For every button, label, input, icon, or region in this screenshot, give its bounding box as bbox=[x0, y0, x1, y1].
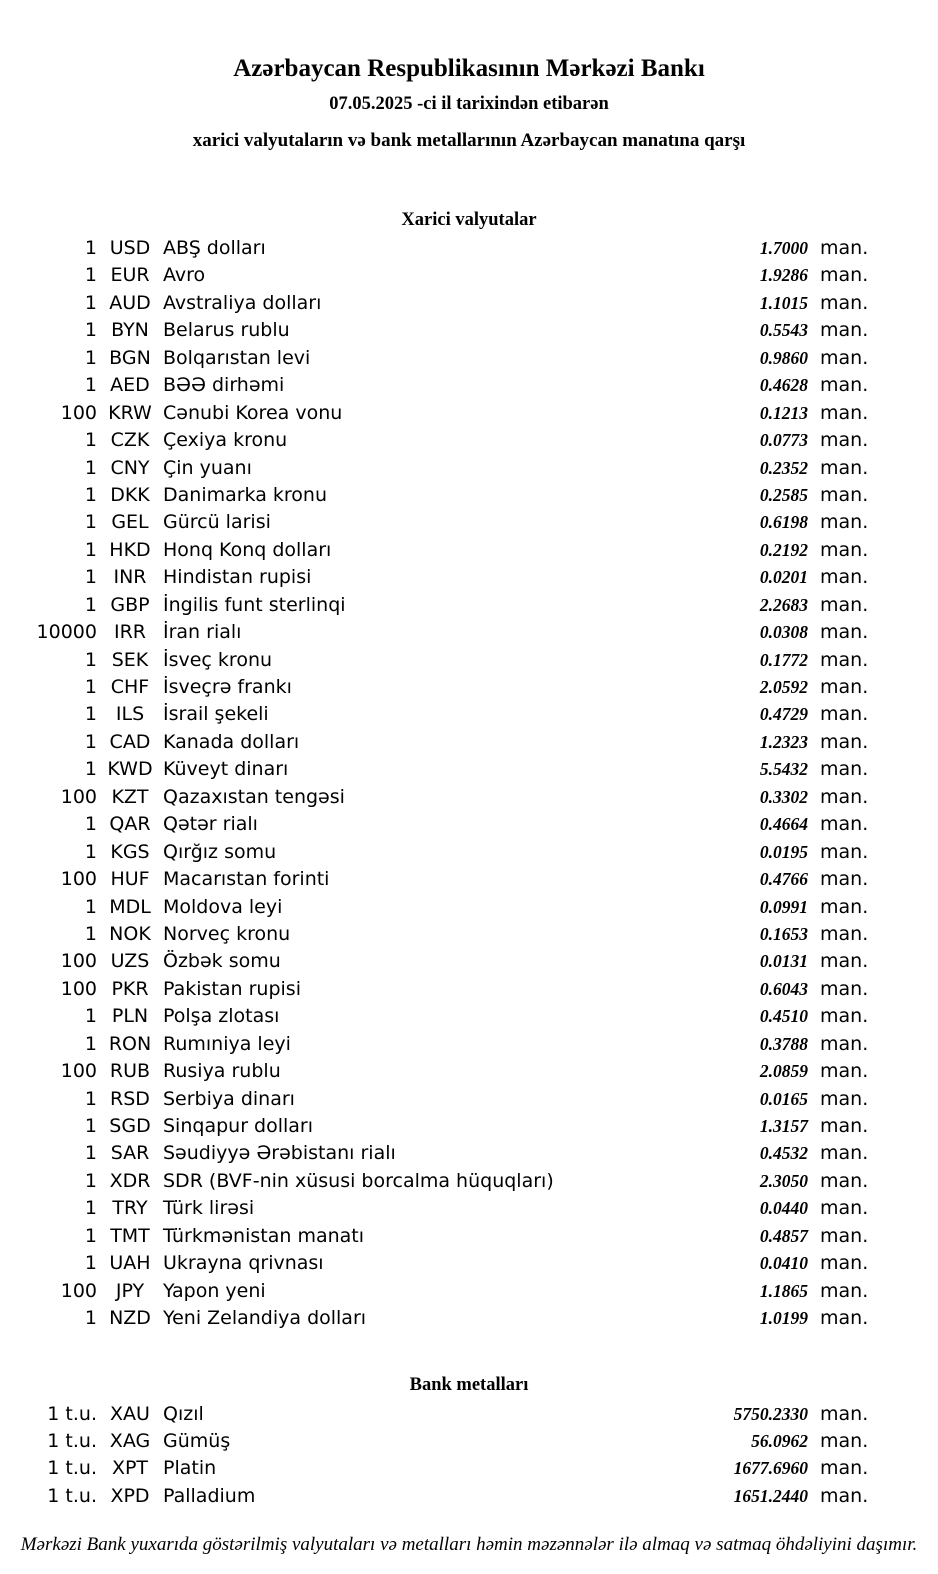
metal-code: XPT bbox=[111, 1457, 149, 1480]
currency-code: NOK bbox=[109, 922, 151, 945]
currency-row bbox=[0, 345, 938, 372]
currency-quantity: 100 bbox=[60, 785, 97, 808]
currency-name: Honq Konq dolları bbox=[163, 538, 332, 561]
metal-rate: 56.0962 bbox=[751, 1430, 808, 1451]
metal-rate: 1651.2440 bbox=[733, 1485, 808, 1506]
currency-rate: 0.0201 bbox=[759, 567, 808, 588]
currency-row bbox=[0, 729, 938, 756]
currency-rate: 0.0773 bbox=[759, 430, 808, 451]
manat-unit-label: man. bbox=[820, 1307, 869, 1330]
currency-quantity: 1 bbox=[84, 1115, 97, 1137]
currency-quantity: 1 bbox=[84, 813, 97, 836]
currency-rate: 0.1213 bbox=[759, 402, 808, 423]
currency-quantity: 1 bbox=[84, 511, 97, 534]
manat-unit-label: man. bbox=[820, 1115, 869, 1137]
metal-rate: 5750.2330 bbox=[733, 1403, 808, 1424]
currency-quantity: 1 bbox=[84, 264, 97, 287]
currency-rate: 0.5543 bbox=[759, 320, 808, 341]
currency-name: Ukrayna qrivnası bbox=[163, 1252, 324, 1275]
currency-quantity: 1 bbox=[84, 1087, 97, 1110]
currency-rate: 0.2192 bbox=[759, 539, 808, 560]
currency-quantity: 1 bbox=[84, 895, 97, 918]
currency-rate: 0.2352 bbox=[759, 457, 808, 478]
manat-unit-label: man. bbox=[820, 511, 869, 534]
currency-name: Rumıniya leyi bbox=[163, 1032, 291, 1055]
currency-code: UZS bbox=[110, 950, 150, 973]
currency-name: Hindistan rupisi bbox=[163, 566, 312, 589]
manat-unit-label: man. bbox=[820, 950, 869, 973]
currency-row bbox=[0, 1305, 938, 1332]
currency-name: Gürcü larisi bbox=[163, 511, 271, 534]
manat-unit-label: man. bbox=[820, 538, 869, 561]
currency-quantity: 1 bbox=[84, 922, 97, 945]
metal-name: Palladium bbox=[163, 1484, 256, 1507]
manat-unit-label: man. bbox=[820, 1197, 869, 1220]
manat-unit-label: man. bbox=[820, 1142, 869, 1165]
currency-rate: 0.1653 bbox=[759, 923, 808, 944]
currency-code: SGD bbox=[109, 1115, 151, 1137]
manat-unit-label: man. bbox=[820, 319, 869, 342]
currency-rate: 2.2683 bbox=[759, 594, 808, 615]
metals-table bbox=[0, 1401, 938, 1511]
currency-name: Qırğız somu bbox=[163, 840, 277, 863]
metal-code: XPD bbox=[110, 1484, 150, 1507]
manat-unit-label: man. bbox=[820, 868, 869, 891]
currency-rate: 0.9860 bbox=[759, 347, 808, 368]
currency-quantity: 1 bbox=[84, 593, 97, 616]
currency-rate: 0.0308 bbox=[759, 622, 808, 643]
currency-rate: 1.1865 bbox=[759, 1280, 808, 1301]
manat-unit-label: man. bbox=[820, 813, 869, 836]
currency-quantity: 100 bbox=[60, 1279, 97, 1302]
currency-name: Avro bbox=[163, 264, 206, 287]
currency-rate: 1.9286 bbox=[759, 265, 808, 286]
manat-unit-label: man. bbox=[820, 1457, 869, 1480]
currency-quantity: 1 bbox=[84, 1169, 97, 1192]
currency-quantity: 1 bbox=[84, 1307, 97, 1330]
currency-code: GEL bbox=[111, 511, 149, 534]
currency-quantity: 100 bbox=[60, 401, 97, 424]
currency-rate: 0.0165 bbox=[759, 1088, 808, 1109]
manat-unit-label: man. bbox=[820, 1032, 869, 1055]
currency-name: Rusiya rublu bbox=[163, 1060, 281, 1083]
currency-code: UAH bbox=[109, 1252, 151, 1275]
currency-name: Moldova leyi bbox=[163, 895, 283, 918]
currency-code: KZT bbox=[111, 785, 149, 808]
currency-name: Türk lirəsi bbox=[163, 1197, 255, 1220]
currency-quantity: 1 bbox=[84, 483, 97, 506]
manat-unit-label: man. bbox=[820, 785, 869, 808]
currency-code: ILS bbox=[115, 703, 145, 726]
metals-section-title: Bank metalları bbox=[409, 1374, 529, 1395]
metal-row bbox=[0, 1483, 938, 1510]
currency-name: İran rialı bbox=[163, 621, 242, 644]
currency-quantity: 1 bbox=[84, 648, 97, 671]
currency-name: Çin yuanı bbox=[163, 456, 252, 479]
currency-row bbox=[0, 921, 938, 948]
currency-name: İngilis funt sterlinqi bbox=[163, 593, 346, 616]
currencies-section-title: Xarici valyutalar bbox=[401, 210, 537, 230]
currency-row bbox=[0, 592, 938, 619]
manat-unit-label: man. bbox=[820, 895, 869, 918]
currency-code: PLN bbox=[111, 1005, 149, 1028]
currency-code: GBP bbox=[110, 593, 150, 616]
currency-rate: 0.0131 bbox=[759, 951, 808, 972]
currency-quantity: 1 bbox=[84, 1197, 97, 1220]
metal-name: Platin bbox=[163, 1457, 217, 1480]
manat-unit-label: man. bbox=[820, 1169, 869, 1192]
manat-unit-label: man. bbox=[820, 483, 869, 506]
manat-unit-label: man. bbox=[820, 456, 869, 479]
currency-code: AUD bbox=[109, 291, 151, 314]
effective-date-line: 07.05.2025 -ci il tarixindən etibarən bbox=[329, 94, 609, 114]
manat-unit-label: man. bbox=[820, 703, 869, 726]
manat-unit-label: man. bbox=[820, 1060, 869, 1083]
currency-rate: 0.4857 bbox=[759, 1225, 808, 1246]
currency-code: SEK bbox=[111, 648, 149, 671]
currency-rate: 0.0440 bbox=[759, 1198, 808, 1219]
currency-quantity: 1 bbox=[84, 703, 97, 726]
bank-title: Azərbaycan Respublikasının Mərkəzi Bankı bbox=[233, 55, 705, 82]
currency-code: PKR bbox=[111, 977, 149, 1000]
currency-quantity: 1 bbox=[84, 1032, 97, 1055]
currency-name: ABŞ dolları bbox=[163, 237, 266, 259]
metal-row bbox=[0, 1401, 938, 1428]
currency-quantity: 1 bbox=[84, 1005, 97, 1028]
bulletin-subtitle: xarici valyutaların və bank metallarının Azərbaycan manatına qarşı bbox=[192, 130, 746, 151]
currency-row bbox=[0, 1278, 938, 1305]
currency-rate: 0.0195 bbox=[759, 841, 808, 862]
currency-rate: 2.3050 bbox=[759, 1170, 808, 1191]
currency-row bbox=[0, 235, 938, 262]
currency-row bbox=[0, 948, 938, 975]
currency-rate: 0.4532 bbox=[759, 1143, 808, 1164]
currency-name: İsveç kronu bbox=[163, 648, 273, 671]
currency-code: TRY bbox=[112, 1197, 148, 1220]
currency-row bbox=[0, 839, 938, 866]
currency-code: AED bbox=[110, 374, 150, 397]
currency-code: CAD bbox=[109, 730, 151, 753]
currency-rate: 0.4510 bbox=[759, 1006, 808, 1027]
currency-row bbox=[0, 1195, 938, 1222]
metal-quantity: 1 t.u. bbox=[47, 1484, 97, 1507]
currency-quantity: 1 bbox=[84, 291, 97, 314]
currency-code: BGN bbox=[109, 346, 151, 369]
manat-unit-label: man. bbox=[820, 1429, 869, 1452]
currency-row bbox=[0, 701, 938, 728]
currency-row bbox=[0, 455, 938, 482]
currency-code: DKK bbox=[110, 483, 150, 506]
metal-code: XAG bbox=[109, 1429, 151, 1452]
manat-unit-label: man. bbox=[820, 291, 869, 314]
currency-rate: 1.0199 bbox=[759, 1308, 808, 1329]
currency-code: QAR bbox=[109, 813, 151, 836]
currency-rate: 2.0592 bbox=[759, 677, 808, 697]
currency-code: HUF bbox=[110, 868, 150, 891]
currency-row bbox=[0, 866, 938, 893]
currency-name: Danimarka kronu bbox=[163, 483, 328, 506]
currency-code: RSD bbox=[110, 1087, 150, 1110]
currency-name: Serbiya dinarı bbox=[163, 1087, 295, 1110]
currency-rate: 0.1772 bbox=[759, 649, 808, 670]
manat-unit-label: man. bbox=[820, 730, 869, 753]
currency-code: CZK bbox=[110, 429, 150, 452]
manat-unit-label: man. bbox=[820, 922, 869, 945]
manat-unit-label: man. bbox=[820, 264, 869, 287]
currency-code: RON bbox=[108, 1032, 152, 1055]
footer-note: Mərkəzi Bank yuxarıda göstərilmiş valyutaları və metalları həmin məzənnələr ilə almaq və satmaq öhdəliyini daşımır. bbox=[20, 1534, 918, 1556]
metal-row bbox=[0, 1455, 938, 1482]
currency-row bbox=[0, 1223, 938, 1250]
manat-unit-label: man. bbox=[820, 758, 869, 781]
currency-code: CHF bbox=[110, 676, 150, 698]
currency-row bbox=[0, 564, 938, 591]
manat-unit-label: man. bbox=[820, 1005, 869, 1028]
currency-name: İsveçrə frankı bbox=[163, 676, 292, 698]
currency-rate: 0.2585 bbox=[759, 484, 808, 505]
currency-name: Belarus rublu bbox=[163, 319, 290, 342]
currency-name: Kanada dolları bbox=[163, 730, 300, 753]
currency-name: SDR (BVF-nin xüsusi borcalma hüquqları) bbox=[163, 1169, 554, 1192]
currency-rate: 0.4628 bbox=[759, 375, 808, 396]
currency-code: SAR bbox=[110, 1142, 150, 1165]
manat-unit-label: man. bbox=[820, 346, 869, 369]
currency-code: JPY bbox=[115, 1279, 145, 1302]
currency-row bbox=[0, 619, 938, 646]
manat-unit-label: man. bbox=[820, 840, 869, 863]
currency-name: Yapon yeni bbox=[163, 1279, 266, 1302]
manat-unit-label: man. bbox=[820, 1252, 869, 1275]
currency-quantity: 1 bbox=[84, 840, 97, 863]
manat-unit-label: man. bbox=[820, 1402, 869, 1425]
currency-code: USD bbox=[109, 237, 151, 259]
currency-code: KRW bbox=[108, 401, 152, 424]
currency-row bbox=[0, 1250, 938, 1277]
currency-name: BƏƏ dirhəmi bbox=[163, 374, 285, 397]
currency-row bbox=[0, 784, 938, 811]
currency-rate: 0.3788 bbox=[759, 1033, 808, 1054]
manat-unit-label: man. bbox=[820, 1484, 869, 1507]
currency-row bbox=[0, 1113, 938, 1140]
currency-quantity: 1 bbox=[84, 456, 97, 479]
currency-row bbox=[0, 756, 938, 783]
currency-quantity: 1 bbox=[84, 346, 97, 369]
currency-quantity: 1 bbox=[84, 1224, 97, 1247]
currency-row bbox=[0, 1031, 938, 1058]
currency-name: Avstraliya dolları bbox=[163, 291, 322, 314]
currency-name: Küveyt dinarı bbox=[163, 758, 289, 781]
currency-row bbox=[0, 317, 938, 344]
currency-row bbox=[0, 1168, 938, 1195]
metal-quantity: 1 t.u. bbox=[47, 1402, 97, 1425]
currency-name: Qazaxıstan tengəsi bbox=[163, 785, 345, 808]
manat-unit-label: man. bbox=[820, 237, 869, 259]
currency-row bbox=[0, 400, 938, 427]
currency-rate: 0.3302 bbox=[759, 786, 808, 807]
currency-rate: 1.2323 bbox=[759, 731, 808, 752]
currency-code: KWD bbox=[107, 758, 153, 781]
currency-rate: 0.0410 bbox=[759, 1253, 808, 1274]
currency-code: CNY bbox=[110, 456, 150, 479]
currency-quantity: 1 bbox=[84, 566, 97, 589]
currencies-table bbox=[0, 235, 938, 1333]
currency-name: Qətər rialı bbox=[163, 813, 258, 836]
currency-rate: 5.5432 bbox=[759, 759, 808, 780]
currency-code: MDL bbox=[109, 895, 151, 918]
currency-name: Macarıstan forinti bbox=[163, 868, 330, 891]
manat-unit-label: man. bbox=[820, 429, 869, 452]
currency-name: Pakistan rupisi bbox=[163, 977, 301, 1000]
currency-rate: 1.7000 bbox=[759, 238, 808, 258]
currency-code: XDR bbox=[109, 1169, 151, 1192]
currency-name: Yeni Zelandiya dolları bbox=[163, 1307, 367, 1330]
currency-name: Özbək somu bbox=[163, 950, 281, 973]
currency-name: Cənubi Korea vonu bbox=[163, 401, 343, 424]
metal-name: Gümüş bbox=[163, 1429, 231, 1452]
manat-unit-label: man. bbox=[820, 1087, 869, 1110]
currency-code: EUR bbox=[110, 264, 150, 287]
currency-name: Polşa zlotası bbox=[163, 1005, 280, 1028]
currency-row bbox=[0, 1003, 938, 1030]
manat-unit-label: man. bbox=[820, 401, 869, 424]
currency-row bbox=[0, 976, 938, 1003]
currency-row bbox=[0, 894, 938, 921]
currency-quantity: 1 bbox=[84, 538, 97, 561]
currency-rate: 2.0859 bbox=[759, 1061, 808, 1082]
currency-quantity: 100 bbox=[60, 868, 97, 891]
currency-code: IRR bbox=[113, 621, 146, 644]
manat-unit-label: man. bbox=[820, 1279, 869, 1302]
metal-quantity: 1 t.u. bbox=[47, 1429, 97, 1452]
currency-quantity: 1 bbox=[84, 730, 97, 753]
manat-unit-label: man. bbox=[820, 374, 869, 397]
currency-rate: 0.4729 bbox=[759, 704, 808, 725]
currency-quantity: 1 bbox=[84, 374, 97, 397]
currency-row bbox=[0, 372, 938, 399]
currency-quantity: 1 bbox=[84, 676, 97, 698]
metal-code: XAU bbox=[110, 1402, 150, 1425]
currency-row bbox=[0, 537, 938, 564]
currency-quantity: 10000 bbox=[36, 621, 97, 644]
currency-name: Sinqapur dolları bbox=[163, 1115, 314, 1137]
currency-row bbox=[0, 482, 938, 509]
currency-quantity: 1 bbox=[84, 1142, 97, 1165]
currency-row bbox=[0, 262, 938, 289]
manat-unit-label: man. bbox=[820, 676, 869, 698]
currency-name: Norveç kronu bbox=[163, 922, 291, 945]
manat-unit-label: man. bbox=[820, 621, 869, 644]
currency-name: İsrail şekeli bbox=[163, 703, 269, 726]
currency-quantity: 1 bbox=[84, 758, 97, 781]
currency-row bbox=[0, 290, 938, 317]
currency-code: BYN bbox=[111, 319, 149, 342]
currency-row bbox=[0, 427, 938, 454]
currency-code: TMT bbox=[110, 1224, 150, 1247]
currency-row bbox=[0, 1086, 938, 1113]
currency-code: RUB bbox=[109, 1060, 151, 1083]
currency-name: Çexiya kronu bbox=[163, 429, 288, 452]
currency-quantity: 1 bbox=[84, 319, 97, 342]
currency-row bbox=[0, 1140, 938, 1167]
currency-quantity: 1 bbox=[84, 237, 97, 259]
metal-row bbox=[0, 1428, 938, 1455]
currency-code: KGS bbox=[110, 840, 150, 863]
currency-row bbox=[0, 647, 938, 674]
currency-quantity: 1 bbox=[84, 429, 97, 452]
currency-rate: 0.0991 bbox=[759, 896, 808, 917]
currency-name: Türkmənistan manatı bbox=[163, 1224, 365, 1247]
currency-quantity: 100 bbox=[60, 1060, 97, 1083]
currency-rate: 0.4664 bbox=[759, 814, 808, 835]
currency-row bbox=[0, 811, 938, 838]
currency-row bbox=[0, 1058, 938, 1085]
currency-row bbox=[0, 674, 938, 701]
metal-quantity: 1 t.u. bbox=[47, 1457, 97, 1480]
metal-name: Qızıl bbox=[163, 1402, 204, 1425]
currency-quantity: 100 bbox=[60, 950, 97, 973]
currency-name: Səudiyyə Ərəbistanı rialı bbox=[163, 1142, 396, 1165]
currency-code: INR bbox=[113, 566, 147, 589]
currency-rate: 0.4766 bbox=[759, 869, 808, 890]
manat-unit-label: man. bbox=[820, 977, 869, 1000]
manat-unit-label: man. bbox=[820, 648, 869, 671]
currency-code: HKD bbox=[109, 538, 151, 561]
currency-rate: 1.1015 bbox=[759, 292, 808, 313]
currency-rate: 0.6198 bbox=[759, 512, 808, 533]
currency-quantity: 100 bbox=[60, 977, 97, 1000]
currency-quantity: 1 bbox=[84, 1252, 97, 1275]
metal-rate: 1677.6960 bbox=[733, 1458, 808, 1479]
currency-rate: 0.6043 bbox=[759, 978, 808, 999]
currency-code: NZD bbox=[109, 1307, 151, 1330]
manat-unit-label: man. bbox=[820, 593, 869, 616]
manat-unit-label: man. bbox=[820, 566, 869, 589]
manat-unit-label: man. bbox=[820, 1224, 869, 1247]
currency-rate: 1.3157 bbox=[759, 1116, 808, 1136]
currency-name: Bolqarıstan levi bbox=[163, 346, 311, 369]
currency-row bbox=[0, 509, 938, 536]
